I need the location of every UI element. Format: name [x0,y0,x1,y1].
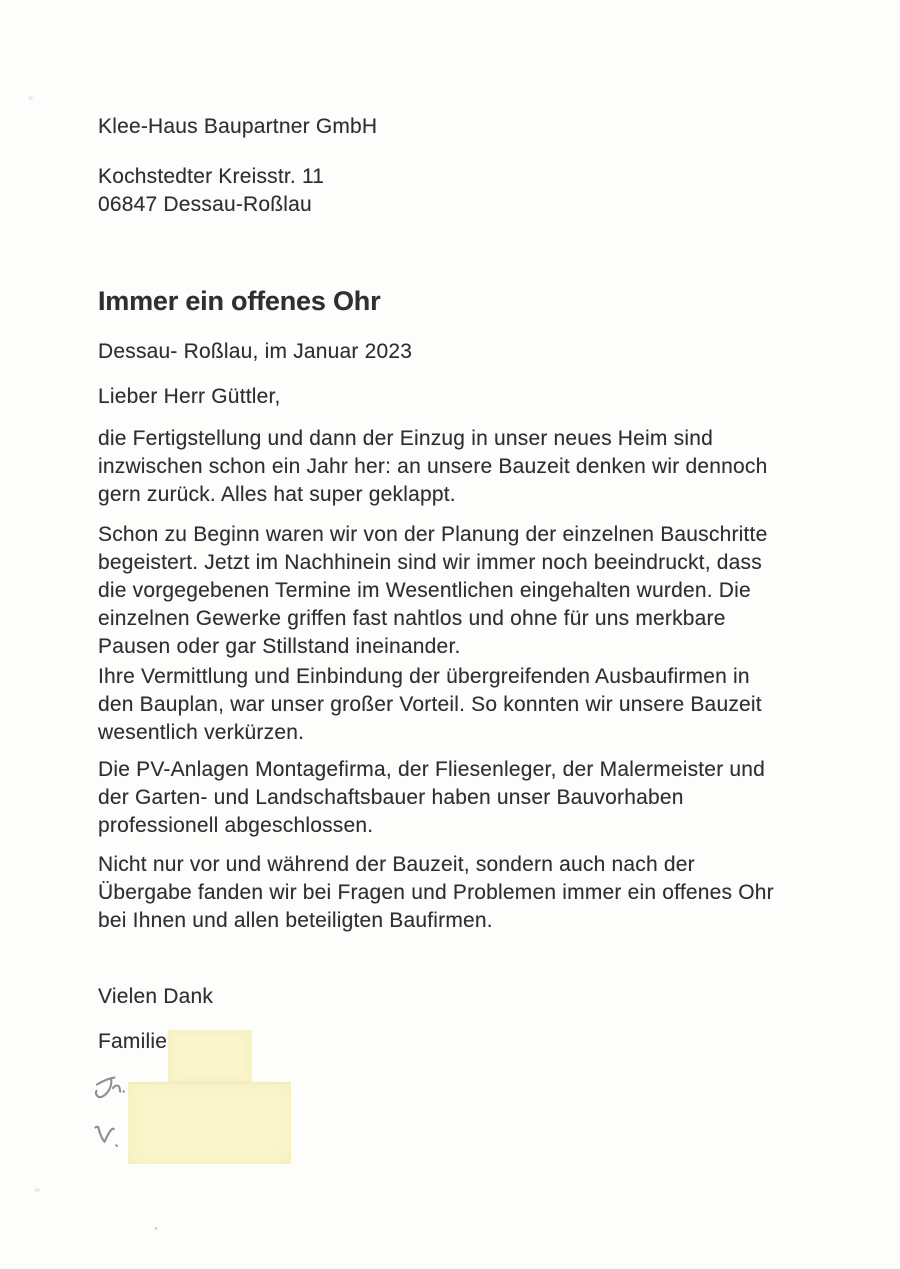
scan-speck [28,96,33,100]
signature-family-label: Familie [98,1030,168,1053]
handwriting-n-stroke [113,1086,120,1092]
letter-paragraph: Ihre Vermittlung und Einbindung der übergreifenden Ausbaufirmen in den Bauplan, war unser großer Vorteil. So konnten wir unsere Bauzeit wesentlich verkürzen. [98,665,762,744]
letter-headline: Immer ein offenes Ohr [98,286,381,316]
letter-paragraph: Schon zu Beginn waren wir von der Planung der einzelnen Bauschritte begeistert. Jetzt im Nachhinein sind wir immer noch beeindruckt, dass die vorgegebenen Termine im Wesentlichen eingehalten wurden. Die einzelnen Gewerke griffen fast nahtlos und ohne für uns merkbare Pausen oder gar Stillstand ineinander. [98,523,768,658]
letter-paragraph: die Fertigstellung und dann der Einzug in unser neues Heim sind inzwischen schon ein Jahr her: an unsere Bauzeit denken wir dennoch gern zurück. Alles hat super geklappt. [98,427,768,506]
handwriting-v-stroke [98,1127,114,1141]
redaction-box-name [168,1030,252,1084]
letter-dateline: Dessau- Roßlau, im Januar 2023 [98,340,413,363]
recipient-city: 06847 Dessau-Roßlau [98,193,312,216]
recipient-company: Klee-Haus Baupartner GmbH [98,115,378,138]
letter-closing: Vielen Dank [98,985,214,1008]
letter-paragraph: Die PV-Anlagen Montagefirma, der Fliesenleger, der Malermeister und der Garten- und Landschaftsbauer haben unser Bauvorhaben professionell abgeschlossen. [98,758,766,837]
redaction-box-signature [128,1082,291,1164]
handwriting-dot [116,1145,117,1146]
scan-speck [34,1188,40,1192]
letter-paragraph: Nicht nur vor und während der Bauzeit, sondern auch nach der Übergabe fanden wir bei Fragen und Problemen immer ein offenes Ohr bei Ihnen und allen beteiligten Baufirmen. [98,853,774,932]
scan-speck [155,1227,157,1230]
recipient-street: Kochstedter Kreisstr. 11 [98,165,325,188]
handwriting-dot [123,1091,124,1092]
letter-salutation: Lieber Herr Güttler, [98,385,281,408]
